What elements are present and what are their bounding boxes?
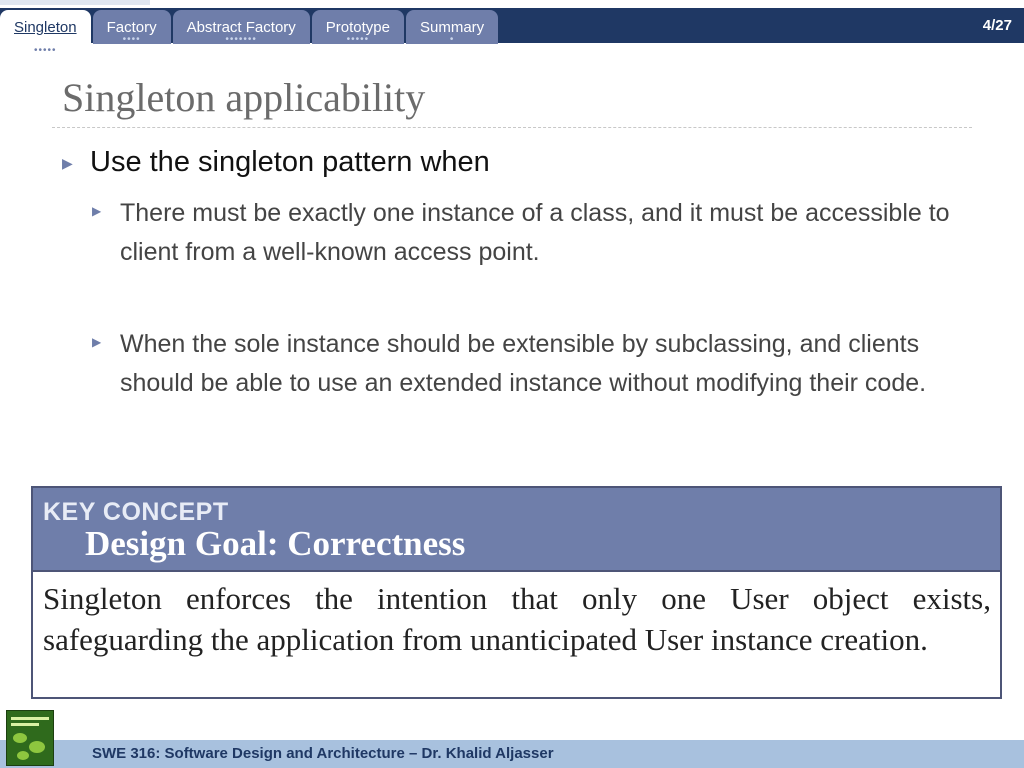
triangle-right-icon: ▶	[62, 155, 73, 171]
title-divider	[52, 127, 972, 128]
key-concept-box	[31, 486, 1002, 699]
tab-progress-dots: •••••	[34, 45, 57, 56]
tab-abstract-factory[interactable]	[173, 10, 310, 44]
tab-progress-dots: •••••••	[225, 34, 257, 45]
key-concept-label: KEY CONCEPT	[43, 498, 229, 526]
bullet-text: There must be exactly one instance of a class, and it must be accessible to client from a well-known access point.	[120, 199, 950, 266]
tab-label: Abstract Factory	[186, 19, 296, 36]
bullet-text: Use the singleton pattern when	[90, 146, 490, 178]
bullet-level2-second	[92, 325, 972, 403]
key-concept-header	[33, 488, 1000, 572]
bullet-level1	[62, 146, 490, 179]
tab-label: Summary	[420, 19, 485, 36]
book-cover-icon	[6, 710, 54, 766]
key-concept-title: Design Goal: Correctness	[85, 524, 466, 563]
top-strip	[0, 0, 1024, 8]
page-number: 4/27	[982, 17, 1012, 34]
tab-prototype[interactable]	[312, 10, 404, 44]
tab-progress-dots: ••••	[122, 34, 141, 45]
slide-title: Singleton applicability	[62, 75, 426, 120]
triangle-right-icon: ▶	[92, 335, 102, 349]
tab-label: Factory	[106, 19, 157, 36]
tab-label: Prototype	[325, 19, 390, 36]
section-tabs	[0, 10, 500, 56]
tab-progress-dots: •••••	[346, 34, 370, 45]
footer-text: SWE 316: Software Design and Architecture – Dr. Khalid Aljasser	[92, 745, 554, 762]
top-thin-line	[0, 0, 150, 5]
triangle-right-icon: ▶	[92, 204, 102, 218]
tab-label: Singleton	[14, 19, 77, 36]
bullet-text: When the sole instance should be extensible by subclassing, and clients should be able to use an extended instance without modifying their code.	[120, 330, 927, 397]
tab-summary[interactable]	[406, 10, 498, 44]
bullet-level2-first	[92, 194, 972, 272]
tab-singleton[interactable]	[0, 10, 91, 56]
tab-factory[interactable]	[93, 10, 171, 44]
key-concept-body: Singleton enforces the intention that only one User object exists, safeguarding the application from unanticipated User instance creation.	[43, 581, 991, 657]
tab-progress-dots: •	[449, 34, 455, 45]
